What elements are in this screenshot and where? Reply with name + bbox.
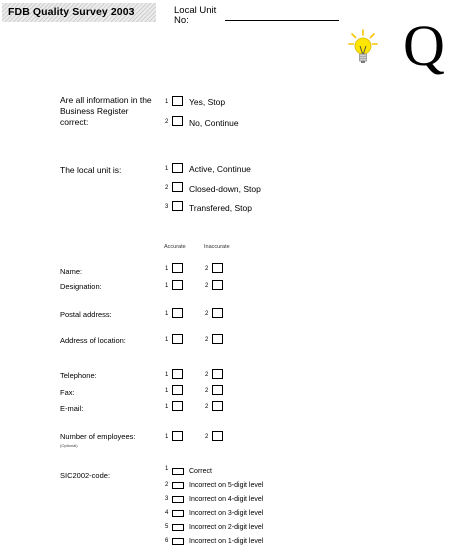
sic-option-2-number: 2 (165, 482, 169, 488)
sic-option-5-checkbox[interactable] (172, 524, 184, 531)
postal-inaccurate-checkbox[interactable] (212, 308, 223, 318)
q1-option-2-checkbox[interactable] (172, 116, 183, 126)
location-accurate-checkbox[interactable] (172, 334, 183, 344)
name-inaccurate-number: 2 (205, 266, 209, 272)
location-inaccurate-number: 2 (205, 337, 209, 343)
sic-option-3-label: Incorrect on 4-digit level (189, 496, 264, 503)
q2-option-1-checkbox[interactable] (172, 163, 183, 173)
employees-optional-note: (Optional) (60, 443, 78, 448)
employees-accurate-number: 1 (165, 434, 169, 440)
name-accurate-checkbox[interactable] (172, 263, 183, 273)
sic-option-3-number: 3 (165, 496, 169, 502)
q1-option-1-label: Yes, Stop (189, 97, 226, 107)
local-unit-label: Local Unit No: (174, 5, 217, 26)
name-accurate-number: 1 (165, 266, 169, 272)
postal-address-label: Postal address: (60, 310, 112, 319)
q2-option-1-number: 1 (165, 166, 169, 172)
q2-option-2-label: Closed-down, Stop (189, 184, 261, 194)
title-banner (2, 3, 156, 22)
q2-option-1-label: Active, Continue (189, 164, 251, 174)
employees-inaccurate-checkbox[interactable] (212, 431, 223, 441)
fax-label: Fax: (60, 388, 75, 397)
sic-option-6-number: 6 (165, 538, 169, 544)
location-accurate-number: 1 (165, 337, 169, 343)
q-logo: Q (403, 13, 445, 78)
sic-option-5-number: 5 (165, 524, 169, 530)
email-inaccurate-number: 2 (205, 404, 209, 410)
sic-option-2-label: Incorrect on 5-digit level (189, 482, 264, 489)
sic-option-4-number: 4 (165, 510, 169, 516)
q2-option-2-number: 2 (165, 185, 169, 191)
email-accurate-number: 1 (165, 404, 169, 410)
q2-option-2-checkbox[interactable] (172, 182, 183, 192)
sic-option-2-checkbox[interactable] (172, 482, 184, 489)
postal-accurate-checkbox[interactable] (172, 308, 183, 318)
telephone-accurate-number: 1 (165, 372, 169, 378)
q1-label: Are all information in the Business Register correct: (60, 95, 152, 127)
q2-option-3-checkbox[interactable] (172, 201, 183, 211)
email-inaccurate-checkbox[interactable] (212, 401, 223, 411)
lightbulb-icon (348, 28, 378, 68)
q1-option-2-number: 2 (165, 119, 169, 125)
sic-option-4-checkbox[interactable] (172, 510, 184, 517)
designation-accurate-checkbox[interactable] (172, 280, 183, 290)
sic-option-1-number: 1 (165, 466, 169, 472)
postal-inaccurate-number: 2 (205, 311, 209, 317)
telephone-label: Telephone: (60, 371, 97, 380)
telephone-accurate-checkbox[interactable] (172, 369, 183, 379)
page-title: FDB Quality Survey 2003 (8, 6, 135, 18)
name-inaccurate-checkbox[interactable] (212, 263, 223, 273)
q1-option-1-number: 1 (165, 99, 169, 105)
email-label: E-mail: (60, 404, 84, 413)
sic-option-5-label: Incorrect on 2-digit level (189, 524, 264, 531)
sic-option-1-checkbox[interactable] (172, 468, 184, 475)
telephone-inaccurate-checkbox[interactable] (212, 369, 223, 379)
location-address-label: Address of location: (60, 336, 126, 345)
q2-label: The local unit is: (60, 165, 122, 175)
fax-accurate-checkbox[interactable] (172, 385, 183, 395)
designation-inaccurate-number: 2 (205, 283, 209, 289)
employees-label: Number of employees: (60, 432, 136, 441)
employees-accurate-checkbox[interactable] (172, 431, 183, 441)
location-inaccurate-checkbox[interactable] (212, 334, 223, 344)
designation-inaccurate-checkbox[interactable] (212, 280, 223, 290)
postal-accurate-number: 1 (165, 311, 169, 317)
accurate-column-header: Accurate (164, 244, 186, 250)
fax-inaccurate-checkbox[interactable] (212, 385, 223, 395)
name-label: Name: (60, 267, 83, 276)
q2-option-3-label: Transfered, Stop (189, 203, 252, 213)
sic-option-6-label: Incorrect on 1-digit level (189, 538, 264, 545)
designation-label: Designation: (60, 282, 102, 291)
employees-inaccurate-number: 2 (205, 434, 209, 440)
fax-accurate-number: 1 (165, 388, 169, 394)
inaccurate-column-header: Inaccurate (204, 244, 230, 250)
sic-option-6-checkbox[interactable] (172, 538, 184, 545)
sic-option-1-label: Correct (189, 468, 212, 475)
sic-option-3-checkbox[interactable] (172, 496, 184, 503)
q1-option-1-checkbox[interactable] (172, 96, 183, 106)
q1-option-2-label: No, Continue (189, 118, 239, 128)
fax-inaccurate-number: 2 (205, 388, 209, 394)
telephone-inaccurate-number: 2 (205, 372, 209, 378)
local-unit-number-field[interactable] (225, 20, 339, 21)
designation-accurate-number: 1 (165, 283, 169, 289)
email-accurate-checkbox[interactable] (172, 401, 183, 411)
q2-option-3-number: 3 (165, 204, 169, 210)
sic-option-4-label: Incorrect on 3-digit level (189, 510, 264, 517)
sic-code-label: SIC2002-code: (60, 471, 111, 480)
